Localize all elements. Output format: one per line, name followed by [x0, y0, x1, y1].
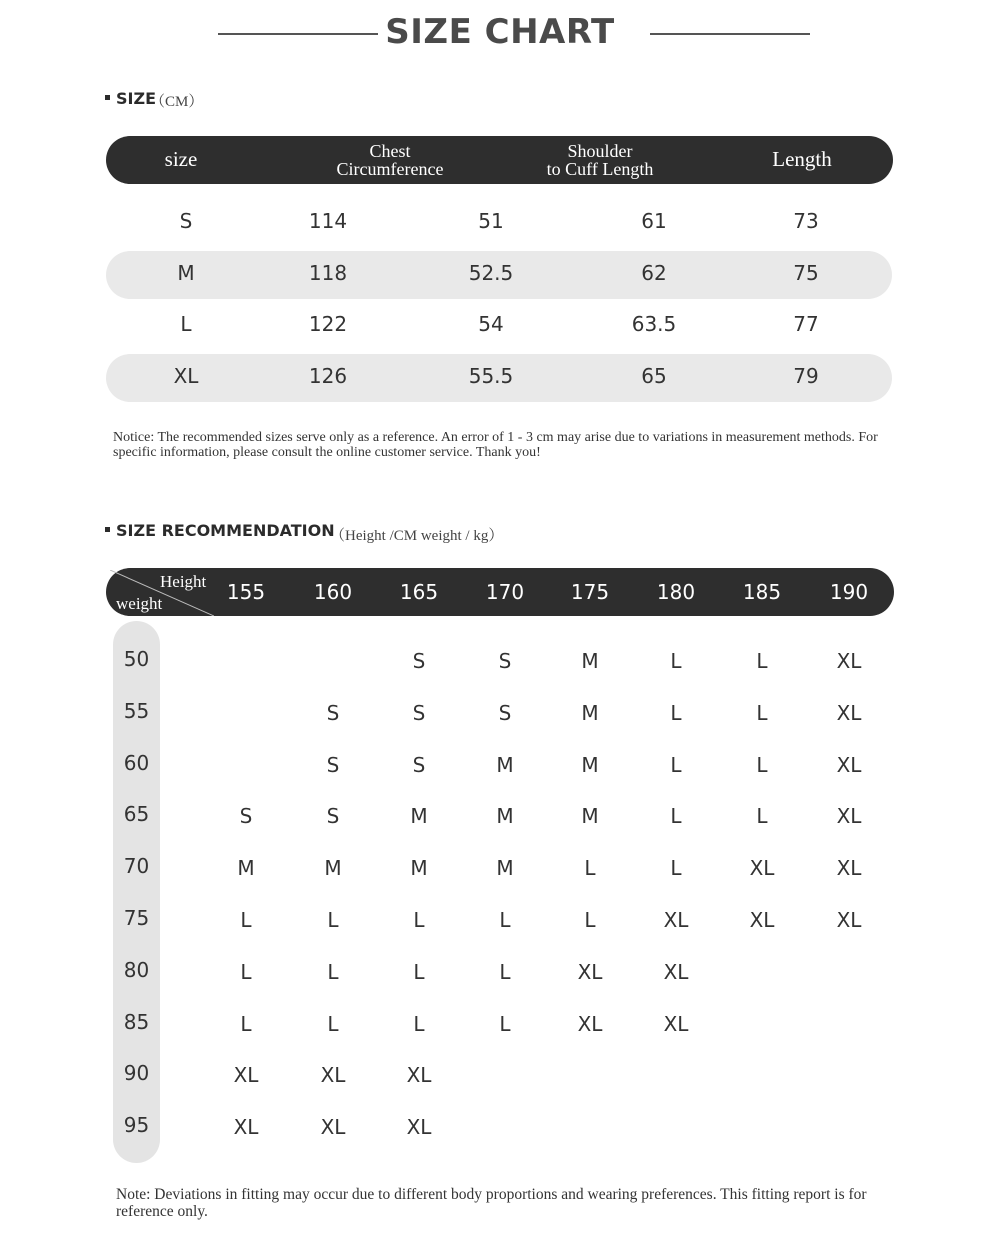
recommended-size-cell: XL [320, 1063, 346, 1087]
recommended-size-cell: M [410, 804, 428, 828]
recommended-size-cell: L [240, 1012, 252, 1036]
height-header-cell: 190 [829, 580, 869, 604]
weight-label-cell: 50 [123, 647, 150, 671]
recommended-size-cell: S [239, 804, 253, 828]
recommended-size-cell: S [412, 701, 426, 725]
weight-label-cell: 65 [123, 802, 150, 826]
shoulder-column-header: Shoulder to Cuff Length [546, 141, 654, 179]
measurement-cell: 55.5 [468, 364, 514, 388]
size-label-cell: L [180, 312, 192, 336]
recommended-size-cell: XL [663, 1012, 689, 1036]
size-label-cell: M [177, 261, 195, 285]
recommendation-unit: （Height /CM weight / kg） [330, 528, 504, 544]
recommended-size-cell: M [496, 856, 514, 880]
recommended-size-cell: XL [320, 1115, 346, 1139]
bullet-square-icon [105, 95, 110, 100]
height-header-cell: 170 [485, 580, 525, 604]
recommended-size-cell: S [326, 804, 340, 828]
recommended-size-cell: M [237, 856, 255, 880]
recommended-size-cell: S [412, 649, 426, 673]
chest-column-header: Chest Circumference [336, 141, 444, 179]
recommended-size-cell: L [670, 701, 682, 725]
weight-label-cell: 80 [123, 958, 150, 982]
measurement-cell: 51 [478, 209, 504, 233]
weight-label-cell: 75 [123, 906, 150, 930]
measurement-cell: 122 [308, 312, 348, 336]
weight-corner-label: weight [116, 594, 163, 613]
recommended-size-cell: M [496, 753, 514, 777]
recommended-size-cell: L [670, 804, 682, 828]
weight-label-cell: 55 [123, 699, 150, 723]
recommended-size-cell: XL [749, 856, 775, 880]
measurement-cell: 65 [641, 364, 667, 388]
recommended-size-cell: S [498, 649, 512, 673]
recommended-size-cell: L [670, 649, 682, 673]
recommended-size-cell: M [324, 856, 342, 880]
recommended-size-cell: XL [406, 1063, 432, 1087]
recommended-size-cell: L [584, 856, 596, 880]
recommended-size-cell: M [410, 856, 428, 880]
recommended-size-cell: M [581, 649, 599, 673]
recommended-size-cell: L [756, 649, 768, 673]
recommended-size-cell: L [499, 960, 511, 984]
recommended-size-cell: S [498, 701, 512, 725]
recommended-size-cell: S [412, 753, 426, 777]
recommended-size-cell: M [496, 804, 514, 828]
weight-label-cell: 95 [123, 1113, 150, 1137]
recommended-size-cell: XL [233, 1115, 259, 1139]
size-label-cell: XL [173, 364, 199, 388]
recommended-size-cell: XL [836, 908, 862, 932]
recommended-size-cell: XL [233, 1063, 259, 1087]
weight-label-cell: 85 [123, 1010, 150, 1034]
measurement-cell: 77 [793, 312, 819, 336]
recommended-size-cell: XL [663, 960, 689, 984]
height-header-cell: 180 [656, 580, 696, 604]
measurement-cell: 114 [308, 209, 348, 233]
weight-label-cell: 70 [123, 854, 150, 878]
recommended-size-cell: XL [577, 1012, 603, 1036]
fitting-note: Note: Deviations in fitting may occur due to different body proportions and wearing preferences. This fitting report is for reference only. [116, 1186, 867, 1220]
recommended-size-cell: L [670, 753, 682, 777]
height-header-cell: 185 [742, 580, 782, 604]
recommended-size-cell: XL [749, 908, 775, 932]
recommended-size-cell: XL [577, 960, 603, 984]
recommended-size-cell: S [326, 701, 340, 725]
recommended-size-cell: L [756, 701, 768, 725]
bullet-square-icon [105, 527, 110, 532]
recommended-size-cell: XL [663, 908, 689, 932]
height-header-cell: 160 [313, 580, 353, 604]
recommended-size-cell: L [499, 908, 511, 932]
size-column-header: size [164, 147, 198, 171]
measurement-cell: 54 [478, 312, 504, 336]
recommended-size-cell: L [413, 1012, 425, 1036]
weight-label-cell: 60 [123, 751, 150, 775]
recommended-size-cell: M [581, 701, 599, 725]
measurement-cell: 75 [793, 261, 819, 285]
recommended-size-cell: L [499, 1012, 511, 1036]
measurement-cell: 52.5 [468, 261, 514, 285]
measurement-cell: 73 [793, 209, 819, 233]
recommended-size-cell: L [584, 908, 596, 932]
size-section-heading [105, 89, 156, 108]
recommended-size-cell: XL [836, 856, 862, 880]
size-notice: Notice: The recommended sizes serve only as a reference. An error of 1 - 3 cm may arise due to variations in measurement methods. For specific information, please consult the online customer service. Thank you! [113, 430, 878, 460]
recommended-size-cell: XL [406, 1115, 432, 1139]
recommended-size-cell: L [327, 908, 339, 932]
recommended-size-cell: XL [836, 701, 862, 725]
recommended-size-cell: L [240, 908, 252, 932]
height-header-cell: 155 [226, 580, 266, 604]
size-unit: （CM） [150, 94, 204, 110]
recommended-size-cell: L [240, 960, 252, 984]
recommended-size-cell: XL [836, 804, 862, 828]
recommendation-section-heading [105, 521, 335, 540]
recommended-size-cell: L [756, 753, 768, 777]
measurement-cell: 126 [308, 364, 348, 388]
measurement-cell: 79 [793, 364, 819, 388]
recommended-size-cell: L [670, 856, 682, 880]
height-header-cell: 165 [399, 580, 439, 604]
measurement-cell: 118 [308, 261, 348, 285]
measurement-cell: 62 [641, 261, 667, 285]
recommended-size-cell: L [327, 960, 339, 984]
recommendation-heading-label: SIZE RECOMMENDATION [116, 521, 335, 540]
recommended-size-cell: L [756, 804, 768, 828]
weight-label-cell: 90 [123, 1061, 150, 1085]
recommended-size-cell: L [413, 908, 425, 932]
size-label-cell: S [179, 209, 193, 233]
recommended-size-cell: M [581, 804, 599, 828]
length-column-header: Length [772, 147, 832, 171]
measurement-cell: 61 [641, 209, 667, 233]
size-heading-label: SIZE [116, 89, 157, 108]
recommended-size-cell: S [326, 753, 340, 777]
recommended-size-cell: XL [836, 649, 862, 673]
measurement-cell: 63.5 [631, 312, 677, 336]
recommended-size-cell: M [581, 753, 599, 777]
recommended-size-cell: XL [836, 753, 862, 777]
height-header-cell: 175 [570, 580, 610, 604]
recommended-size-cell: L [327, 1012, 339, 1036]
height-corner-label: Height [160, 572, 207, 591]
recommended-size-cell: L [413, 960, 425, 984]
page-title: SIZE CHART [385, 12, 615, 52]
